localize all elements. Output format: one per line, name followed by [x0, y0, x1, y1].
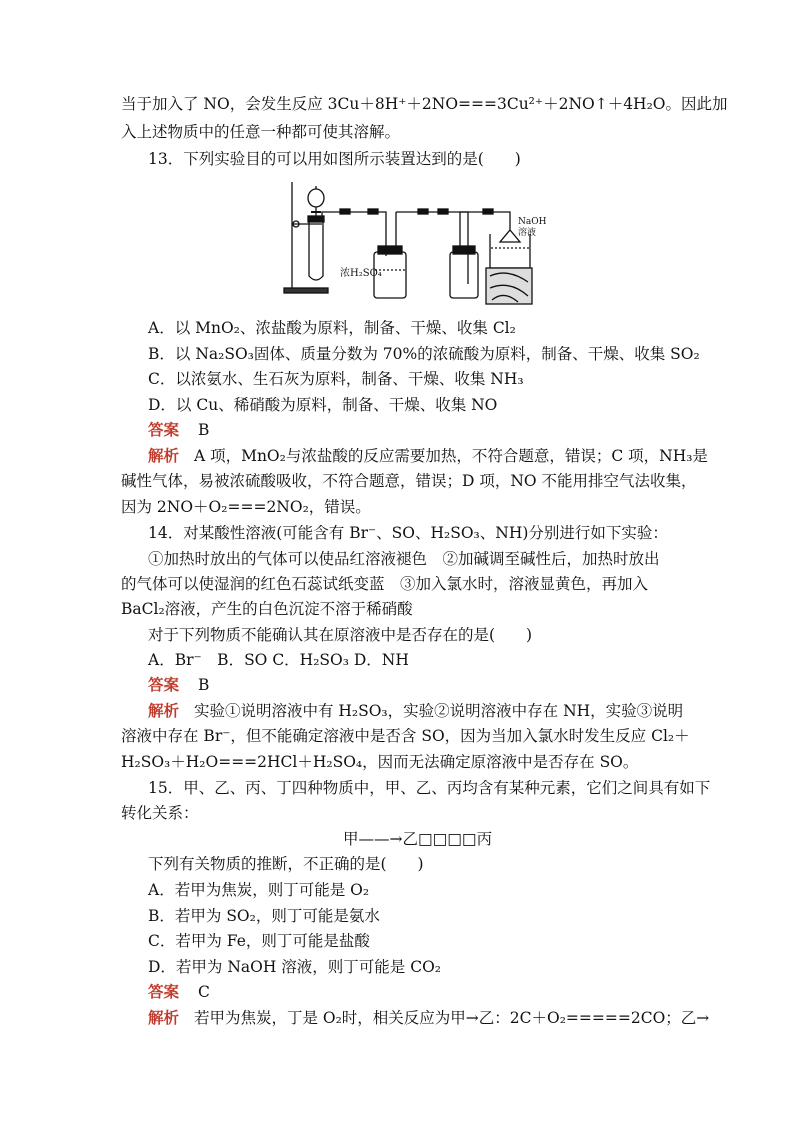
option-a: A．若甲为焦炭，则丁可能是 O₂ — [148, 881, 370, 899]
label-naoh: NaOH — [518, 217, 547, 227]
option-d: D．若甲为 NaOH 溶液，则丁可能是 CO₂ — [148, 958, 442, 976]
text-line: ①加热时放出的气体可以使品红溶液褪色 ②加碱调至碱性后，加热时放出 — [148, 550, 660, 568]
inverted-funnel — [500, 230, 520, 242]
answer-label: 答案 — [148, 982, 180, 1001]
collection-bottle — [450, 252, 478, 298]
answer-label: 答案 — [148, 675, 180, 694]
conversion-scheme: 甲——→乙□□□□丙 — [343, 830, 493, 848]
label-conc-h2so4: 浓H₂SO₄ — [340, 268, 382, 279]
answer-value: B — [197, 421, 210, 439]
analysis-text: 实验①说明溶液中有 H₂SO₃，实验②说明溶液中存在 NH，实验③说明 — [193, 702, 684, 720]
analysis-label: 解析 — [148, 701, 180, 720]
analysis-text: A 项，MnO₂与浓盐酸的反应需要加热，不符合题意，错误；C 项，NH₃是 — [193, 447, 708, 465]
text-line: 下列有关物质的推断，不正确的是( ) — [148, 855, 424, 873]
option-b: B．若甲为 SO₂，则丁可能是氨水 — [148, 907, 380, 925]
analysis-15 — [148, 1007, 709, 1029]
text-line: 当于加入了 NO，会发生反应 3Cu＋8H⁺＋2NO===3Cu²⁺＋2NO↑＋4H₂O。因此加 — [121, 95, 728, 113]
analysis-14 — [148, 700, 683, 722]
analysis-label: 解析 — [148, 446, 180, 465]
stand-base — [284, 288, 328, 293]
question-14-stem: 14．对某酸性溶液(可能含有 Br⁻、SO、H₂SO₃、NH)分别进行如下实验： — [148, 524, 668, 542]
analysis-13 — [148, 445, 708, 467]
apparatus-diagram — [278, 172, 547, 308]
answer-value: C — [197, 983, 210, 1001]
text-line: 因为 2NO＋O₂===2NO₂，错误。 — [121, 498, 371, 516]
answer-13 — [148, 419, 209, 441]
delivery-tube-1 — [322, 212, 386, 256]
text-line: 对于下列物质不能确认其在原溶液中是否存在的是( ) — [148, 626, 533, 644]
option-b: B．以 Na₂SO₃固体、质量分数为 70%的浓硫酸为原料，制备、干燥、收集 SO₂ — [148, 345, 700, 363]
answer-value: B — [197, 676, 210, 694]
analysis-label: 解析 — [148, 1008, 180, 1027]
text-line: 碱性气体，易被浓硫酸吸收，不符合题意，错误；D 项，NO 不能用排空气法收集， — [121, 472, 697, 490]
separatory-funnel — [308, 189, 324, 207]
text-line: 溶液中存在 Br⁻，但不能确定溶液中是否含 SO，因为当加入氯水时发生反应 Cl₂＋ — [121, 727, 690, 745]
option-d: D．以 Cu、稀硝酸为原料，制备、干燥、收集 NO — [148, 396, 498, 414]
text-line: 转化关系： — [121, 804, 199, 822]
beaker — [490, 234, 530, 268]
text-line: BaCl₂溶液，产生的白色沉淀不溶于稀硝酸 — [121, 600, 413, 618]
question-13-stem: 13．下列实验目的可以用如图所示装置达到的是( ) — [148, 150, 521, 168]
options-14: A．Br⁻ B．SO C．H₂SO₃ D．NH — [148, 651, 409, 669]
option-a: A．以 MnO₂、浓盐酸为原料，制备、干燥、收集 Cl₂ — [148, 319, 516, 337]
answer-14 — [148, 674, 209, 696]
question-15-stem: 15．甲、乙、丙、丁四种物质中，甲、乙、丙均含有某种元素，它们之间具有如下 — [148, 779, 711, 797]
option-c: C．以浓氨水、生石灰为原料，制备、干燥、收集 NH₃ — [148, 370, 524, 388]
text-line: 的气体可以使湿润的红色石蕊试纸变蓝 ③加入氯水时，溶液显黄色，再加入 — [121, 575, 649, 593]
answer-15 — [148, 981, 210, 1003]
option-c: C．若甲为 Fe，则丁可能是盐酸 — [148, 932, 370, 950]
text-line: H₂SO₃＋H₂O===2HCl＋H₂SO₄，因而无法确定原溶液中是否存在 SO。 — [121, 753, 639, 771]
label-solution: 溶液 — [518, 228, 537, 238]
answer-label: 答案 — [148, 420, 180, 439]
text-line: 入上述物质中的任意一种都可使其溶解。 — [121, 123, 401, 141]
test-tube — [309, 220, 323, 280]
analysis-text: 若甲为焦炭，丁是 O₂时，相关反应为甲→乙：2C＋O₂=====2CO；乙→ — [193, 1009, 710, 1027]
